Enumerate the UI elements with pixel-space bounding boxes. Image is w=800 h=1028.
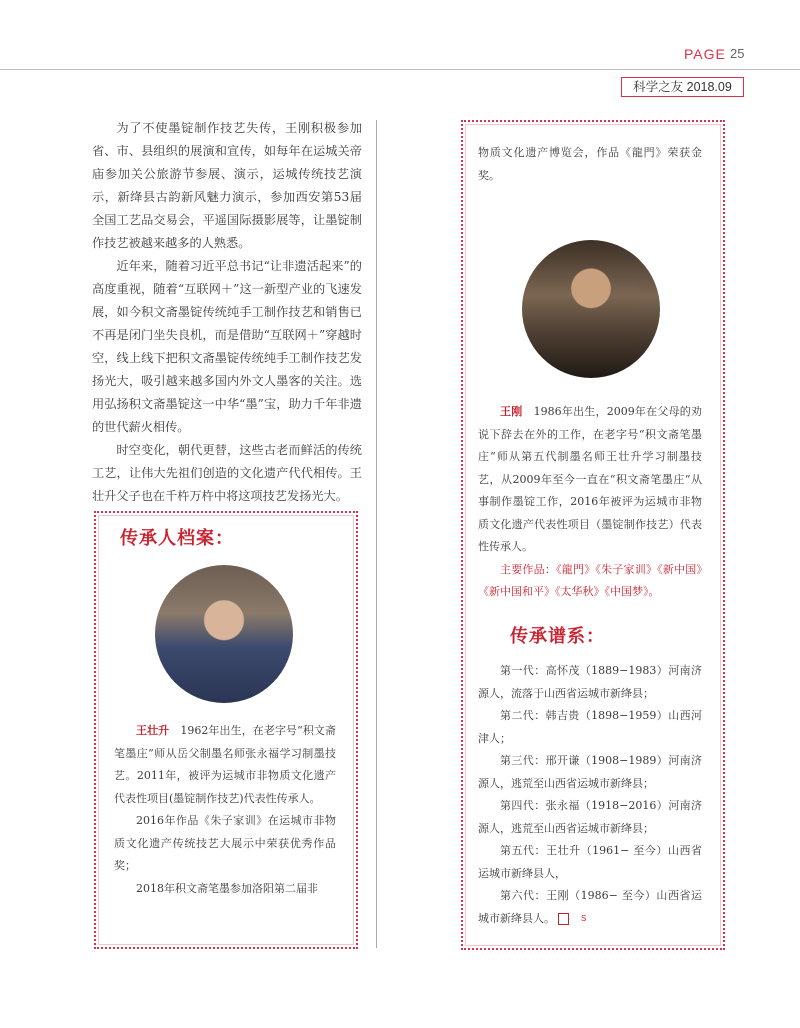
lineage-section-title: 传承谱系： [510,626,605,647]
lineage-list [478,660,702,930]
person-name: 王壮升 [136,724,170,737]
bio-text: 2018年积文斋笔墨参加洛阳第二届非 [136,881,318,895]
person-name: 王刚 [500,405,523,418]
paragraph: 近年来，随着习近平总书记“让非遗活起来”的高度重视，随着“互联网＋”这一新型产业的飞速发展，如今积文斋墨锭传统纯手工制作技艺和销售已不再是闭门坐失良机，而是借助“互联网＋”穿越时空，线上线下把积文斋墨锭传统纯手工制作技艺发扬光大，吸引越来越多国内外文人墨客的关注。选用弘扬积文斋墨锭这一中华“墨”宝，助力千年非遗的世代薪火相传。 [92,259,362,434]
lineage-item: 第五代：王壮升（1961− 至今）山西省运城市新绛县人， [478,844,702,880]
lineage-item: 第四代：张永福（1918−2016）河南济源人，逃荒至山西省运城市新绛县； [478,799,702,835]
header-rule [0,69,800,70]
lineage-item: 第六代：王刚（1986− 至今）山西省运城市新绛县人。 [478,889,702,925]
column-divider [376,120,377,948]
paragraph: 为了不使墨锭制作技艺失传，王刚积极参加省、市、县组织的展演和宣传，如每年在运城关帝庙参加关公旅游节参展、演示，运城传统技艺演示，新绛县古韵新风魅力演示，参加西安第53届全国工艺品交易会，平遥国际摄影展等，让墨锭制作技艺被越来越多的人熟悉。 [92,121,362,250]
works-list: 《龍門》《朱子家训》《新中国》《新中国和平》《太华秋》《中国梦》。 [478,562,703,598]
end-mark-icon: S [558,913,569,925]
main-article-text [92,117,362,508]
works-label: 主要作品： [500,562,557,576]
lineage-item: 第一代：高怀茂（1889−1983）河南济源人，流落于山西省运城市新绛县； [478,664,702,700]
continued-text [478,142,702,187]
bio-text: 1986年出生，2009年在父母的劝说下辞去在外的工作，在老字号“积文斋笔墨庄”师从第五代制墨名师王壮升学习制墨技艺，从2009年至今一直在“积文斋笔墨庄”从事制作墨锭工作，2016年被评为运城市非物质文化遗产代表性项目（墨锭制作技艺）代表性传承人。 [478,405,702,553]
magazine-issue: 科学之友 2018.09 [621,77,744,97]
page-label: PAGE [684,46,726,62]
portrait-photo-wang-gang [522,240,660,378]
portrait-photo-wang-zhuangsheng [155,565,293,703]
bio-text: 1962年出生，在老字号“积文斋笔墨庄”师从岳父制墨名师张永福学习制墨技艺。2011年，被评为运城市非物质文化遗产代表性项目(墨锭制作技艺)代表性传承人。 [114,724,336,805]
lineage-item: 第三代：邢开谦（1908−1989）河南济源人，逃荒至山西省运城市新绛县； [478,754,702,790]
lineage-item: 第二代：韩吉贵（1898−1959）山西河津人； [478,709,702,745]
profile-section-title: 传承人档案： [120,528,234,549]
bio-text: 2016年作品《朱子家训》在运城市非物质文化遗产传统技艺大展示中荣获优秀作品奖； [114,814,336,872]
paragraph: 时空变化，朝代更替，这些古老而鲜活的传统工艺，让伟大先祖们创造的文化遗产代代相传。王壮升父子也在千杵万杵中将这项技艺发扬光大。 [92,443,362,503]
bio-text: 物质文化遗产博览会，作品《龍門》荣获金奖。 [478,146,702,182]
second-profile-bio [478,401,702,604]
profile-bio [114,720,336,900]
page-number: 25 [730,46,745,61]
